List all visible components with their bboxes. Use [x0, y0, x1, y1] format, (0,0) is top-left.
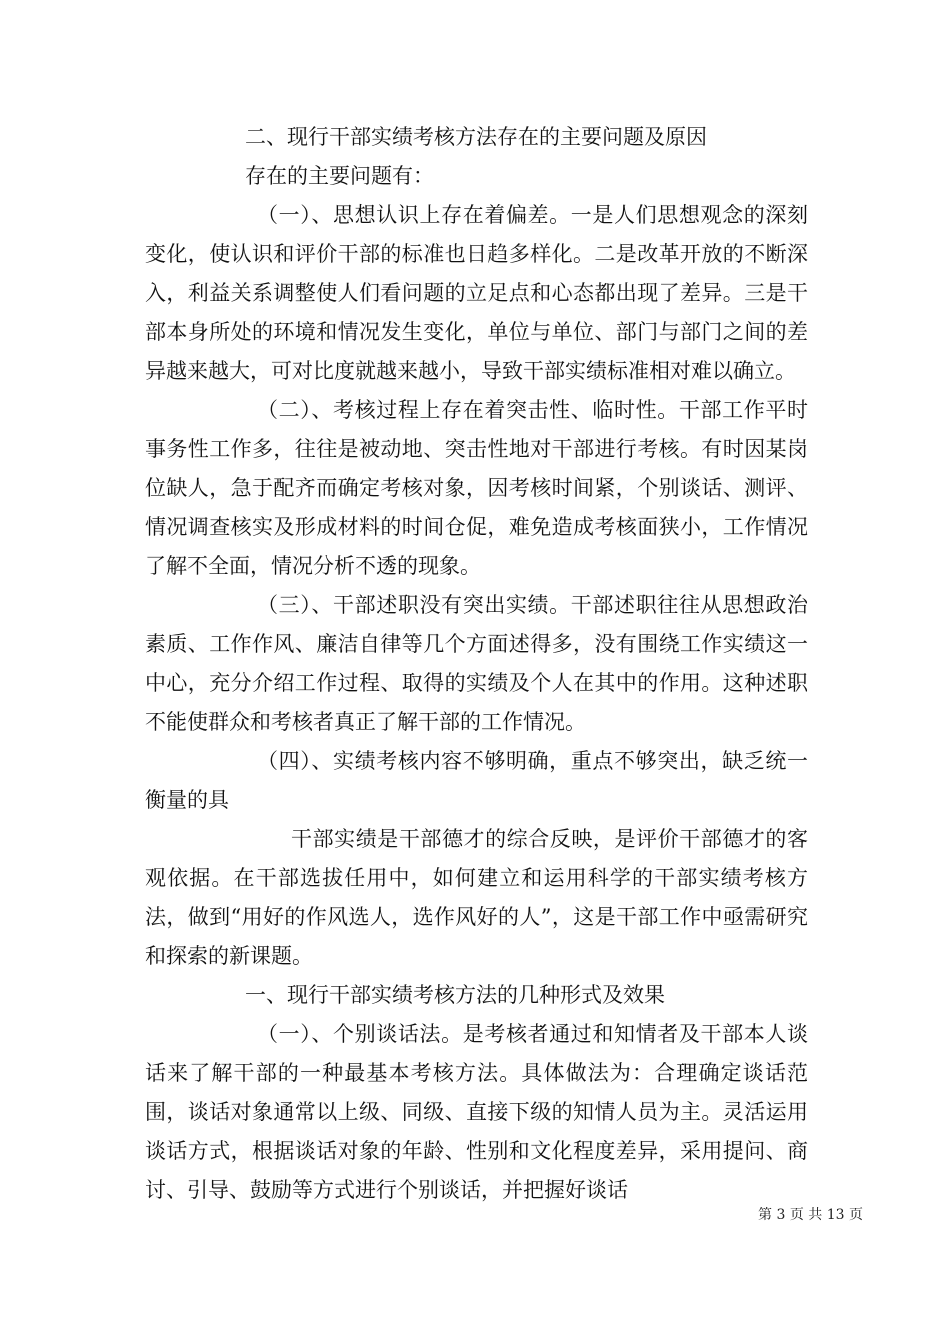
section-heading-problems: 二、现行干部实绩考核方法存在的主要问题及原因: [245, 125, 707, 149]
page-number-footer: 第 3 页 共 13 页: [758, 1207, 863, 1223]
paragraph-intro: 干部实绩是干部德才的综合反映，是评价干部德才的客观依据。在干部选拔任用中，如何建立和运用科学的干部实绩考核方法，做到“用好的作风选人，选作风好的人”，这是干部工作中亟需研究和探索的新课题。: [145, 827, 808, 968]
paragraph-problems-intro: 存在的主要问题有：: [245, 164, 434, 188]
section-heading-methods: 一、现行干部实绩考核方法的几种形式及效果: [245, 983, 665, 1007]
paragraph-method-1: （一）、个别谈话法。是考核者通过和知情者及干部本人谈话来了解干部的一种最基本考核方法。具体做法为：合理确定谈话范围，谈话对象通常以上级、同级、直接下级的知情人员为主。灵活运用谈话方式，根据谈话对象的年龄、性别和文化程度差异，采用提问、商讨、引导、鼓励等方式进行个别谈话，并把握好谈话: [145, 1022, 808, 1202]
paragraph-problem-2: （二）、考核过程上存在着突击性、临时性。干部工作平时事务性工作多，往往是被动地、突击性地对干部进行考核。有时因某岗位缺人，急于配齐而确定考核对象，因考核时间紧，个别谈话、测评、情况调查核实及形成材料的时间仓促，难免造成考核面狭小，工作情况了解不全面，情况分析不透的现象。: [145, 398, 808, 578]
paragraph-problem-1: （一）、思想认识上存在着偏差。一是人们思想观念的深刻变化，使认识和评价干部的标准也日趋多样化。二是改革开放的不断深入，利益关系调整使人们看问题的立足点和心态都出现了差异。三是干部本身所处的环境和情况发生变化，单位与单位、部门与部门之间的差异越来越大，可对比度就越来越小，导致干部实绩标准相对难以确立。: [145, 203, 808, 383]
paragraph-problem-3: （三）、干部述职没有突出实绩。干部述职往往从思想政治素质、工作作风、廉洁自律等几个方面述得多，没有围绕工作实绩这一中心，充分介绍工作过程、取得的实绩及个人在其中的作用。这种述职不能使群众和考核者真正了解干部的工作情况。: [145, 593, 808, 734]
document-body: [145, 118, 808, 1210]
paragraph-problem-4: （四）、实绩考核内容不够明确，重点不够突出，缺乏统一衡量的具: [145, 749, 808, 812]
